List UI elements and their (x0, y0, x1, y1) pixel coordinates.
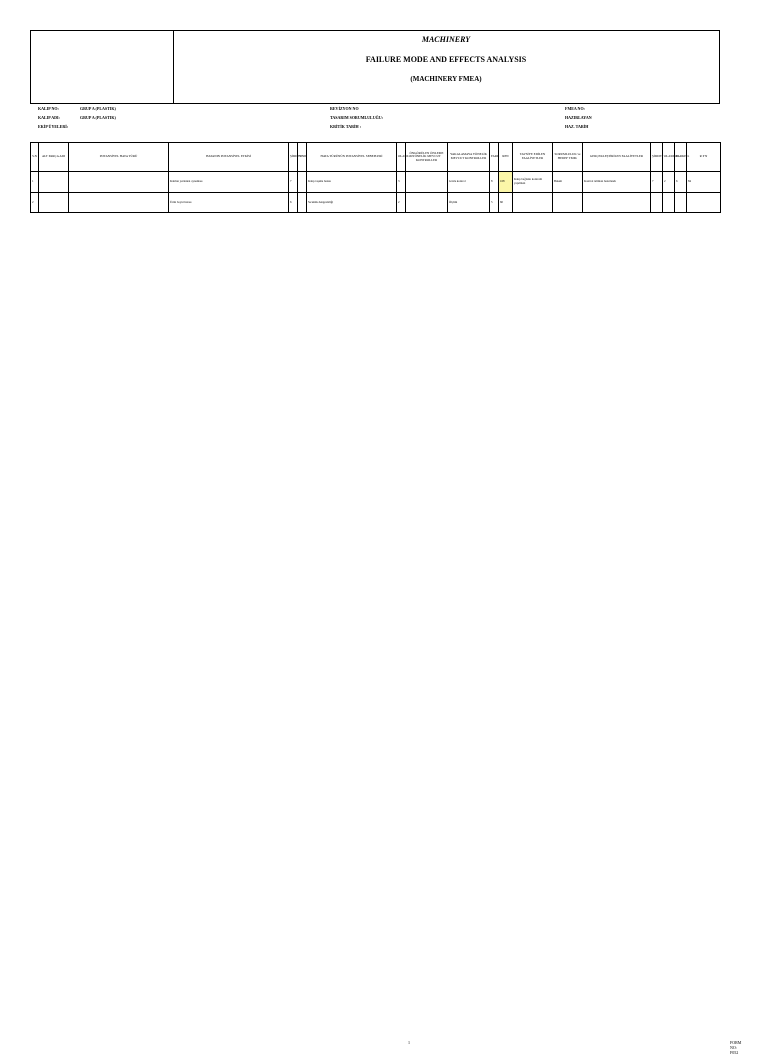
fmea-page (30, 30, 742, 1055)
meta-v2: GRUP A (PLASTIK) (80, 115, 116, 120)
cell-s2 (651, 192, 663, 213)
cell-cause: Sıcaklık dengesizliği (307, 192, 397, 213)
form-number: FORM NO: F052 (730, 1040, 742, 1055)
h-cls: SINIF (298, 143, 307, 172)
h-o2: OLASILIK (663, 143, 675, 172)
fmea-body (31, 172, 721, 213)
cell-part (39, 172, 69, 193)
cell-d2: 6 (675, 172, 687, 193)
table-row (31, 172, 721, 193)
cell-o: 2 (397, 192, 406, 213)
cell-o2: 2 (663, 172, 675, 193)
h-act: GERÇEKLEŞTİRİLEN FAALİYETLER (583, 143, 651, 172)
cell-r2: 84 (687, 172, 721, 193)
h-det: FARK (490, 143, 499, 172)
cell-pot (69, 192, 169, 213)
h-effect: HATANIN POTANSİYEL ETKİSİ (169, 143, 289, 172)
cell-resp (553, 192, 583, 213)
fmea-header (30, 30, 720, 104)
fmea-table (30, 142, 721, 213)
logo-area (31, 31, 174, 103)
cell-pc (406, 172, 448, 193)
h-detctrl: YAKALAMAYA YÖNELİK MEVCUT KONTROLLER (448, 143, 490, 172)
cell-s: 7 (289, 172, 298, 193)
title-sub: (MACHINERY FMEA) (410, 75, 482, 83)
h-resp: SORUMLULUK ve HEDEF TMM. (553, 143, 583, 172)
meta-k7: FMEA NO: (565, 106, 585, 111)
cell-pc (406, 192, 448, 213)
cell-cause: Kalıp taşıma hatası (307, 172, 397, 193)
cell-o2 (663, 192, 675, 213)
cell-pot (69, 172, 169, 193)
h-prev: ÖNGÖRÜLEN ÖNLEME YÖNELİK MEVCUT KONTROLLER (406, 143, 448, 172)
meta-k2: KALIP ADI: (38, 115, 60, 120)
cell-r: 60 (499, 192, 513, 213)
cell-n: 1 (31, 172, 39, 193)
cell-part (39, 192, 69, 213)
h-occ: OLASILIK (397, 143, 406, 172)
meta-block (30, 106, 720, 136)
cell-act (583, 192, 651, 213)
meta-k4: REVİZYON NO (330, 106, 359, 111)
cell-d: 5 (490, 192, 499, 213)
h-d2: FARKED. (675, 143, 687, 172)
h-rec: TAVSİYE EDİLEN FAALİYETLER (513, 143, 553, 172)
cell-eff: Kalıbın yerinden oynaması (169, 172, 289, 193)
meta-k1: KALIP NO: (38, 106, 59, 111)
meta-k5: TASARIM SORUMLULUĞU: (330, 115, 383, 120)
meta-k6: KRİTİK TARİH : (330, 124, 361, 129)
title-main: FAILURE MODE AND EFFECTS ANALYSIS (365, 55, 527, 64)
cell-s: 6 (289, 192, 298, 213)
h-r2: R P N (687, 143, 721, 172)
h-no: S.N (31, 143, 39, 172)
cell-n: 2 (31, 192, 39, 213)
cell-cls (298, 172, 307, 193)
table-row (31, 192, 721, 213)
cell-cls (298, 192, 307, 213)
h-cause: HATA TÜRÜNÜN POTANSİYEL SEBEPLERİ (307, 143, 397, 172)
title-italic: MACHINERY (421, 35, 471, 44)
page-number: 1 (408, 1040, 410, 1045)
cell-r: 168 (499, 172, 513, 193)
cell-rec (513, 192, 553, 213)
meta-k9: HAZ. TARİH (565, 124, 589, 129)
h-potential: POTANSİYEL HATA TÜRÜ (69, 143, 169, 172)
cell-dc: Gözle kontrol (448, 172, 490, 193)
cell-s2: 7 (651, 172, 663, 193)
cell-rec: Kalıp bağlantı kontrolü yapılmalı (513, 172, 553, 193)
cell-r2 (687, 192, 721, 213)
meta-v1: GRUP A (PLASTIK) (80, 106, 116, 111)
cell-resp: Bakım (553, 172, 583, 193)
cell-o: 3 (397, 172, 406, 193)
h-rpn: RPN (499, 143, 513, 172)
cell-dc: Ölçüm (448, 192, 490, 213)
cell-eff: Ürün boyut hatası (169, 192, 289, 213)
cell-d: 8 (490, 172, 499, 193)
h-part: ALT PARÇA ADI (39, 143, 69, 172)
h-s2: ŞİDDET (651, 143, 663, 172)
h-sev: ŞİDDET (289, 143, 298, 172)
meta-k3: EKİP ÜYELERİ: (38, 124, 69, 129)
cell-d2 (675, 192, 687, 213)
cell-act: Kontrol talimatı hazırlandı (583, 172, 651, 193)
meta-k8: HAZIRLAYAN (565, 115, 592, 120)
